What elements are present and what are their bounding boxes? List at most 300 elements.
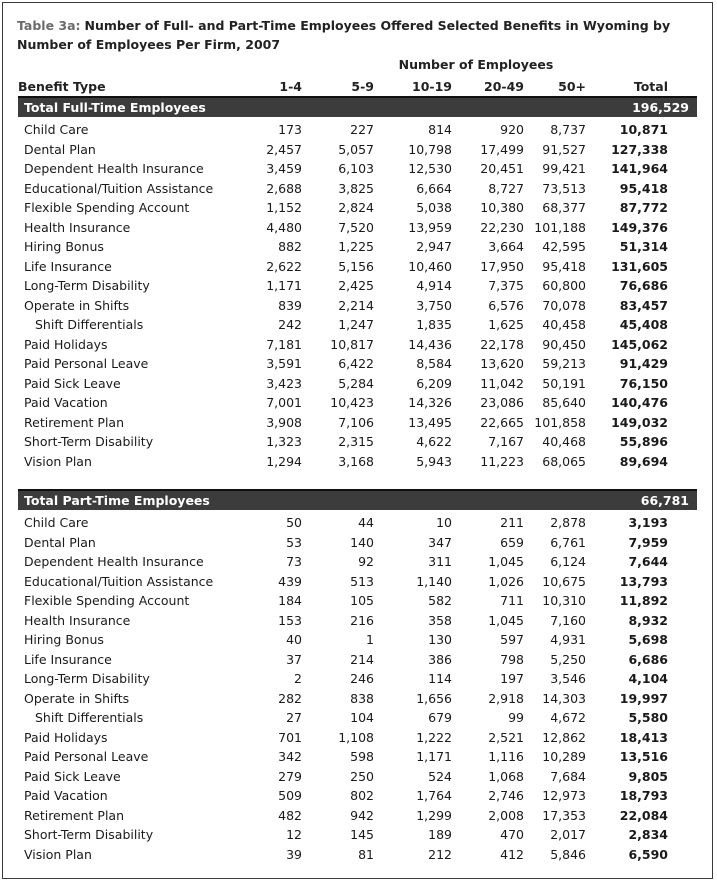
cell-5-9: 216 <box>350 612 374 628</box>
cell-5-9: 5,156 <box>338 258 374 274</box>
cell-50-plus: 91,527 <box>542 141 586 157</box>
benefit-name: Shift Differentials <box>35 317 144 332</box>
benefit-name: Operate in Shifts <box>24 297 130 313</box>
section-total: 66,781 <box>640 493 689 508</box>
benefit-name: Dental Plan <box>24 141 96 157</box>
cell-20-49: 17,499 <box>480 141 524 157</box>
cell-1-4: 2,688 <box>266 180 302 196</box>
cell-10-19: 3,750 <box>416 297 452 313</box>
cell-1-4: 12 <box>286 827 302 842</box>
cell-5-9: 1,247 <box>338 317 374 332</box>
cell-10-19: 386 <box>428 651 452 667</box>
benefit-name: Paid Vacation <box>24 395 108 410</box>
table-row <box>18 825 697 845</box>
table-row <box>18 630 697 650</box>
cell-5-9: 5,057 <box>338 141 374 157</box>
cell-total: 141,964 <box>611 161 668 176</box>
cell-50-plus: 2,017 <box>550 827 586 842</box>
cell-10-19: 189 <box>428 827 452 842</box>
cell-1-4: 37 <box>286 651 302 667</box>
cell-10-19: 1,171 <box>416 749 452 764</box>
cell-20-49: 920 <box>500 122 524 137</box>
cell-20-49: 197 <box>500 671 524 686</box>
cell-20-49: 3,664 <box>488 239 524 254</box>
table-row <box>18 159 697 179</box>
benefit-name: Operate in Shifts <box>24 690 130 706</box>
benefit-name: Paid Personal Leave <box>24 749 149 764</box>
cell-1-4: 3,591 <box>266 356 302 371</box>
benefit-name: Short-Term Disability <box>24 827 154 842</box>
table-row <box>18 806 697 826</box>
cell-50-plus: 17,353 <box>542 807 586 823</box>
cell-1-4: 173 <box>278 122 302 137</box>
cell-1-4: 3,459 <box>266 161 302 176</box>
cell-1-4: 50 <box>286 515 302 530</box>
cell-5-9: 3,825 <box>338 180 374 196</box>
table-title-text: Number of Full- and Part-Time Employees Offered Selected Benefits in Wyoming by Number of Employees Per Firm, 2007 <box>17 18 671 52</box>
cell-1-4: 1,294 <box>266 453 302 469</box>
cell-1-4: 153 <box>278 612 302 628</box>
cell-5-9: 2,315 <box>338 434 374 449</box>
benefit-name: Retirement Plan <box>24 807 124 823</box>
cell-50-plus: 5,846 <box>550 846 586 862</box>
benefit-name: Life Insurance <box>24 258 112 274</box>
cell-50-plus: 10,289 <box>542 749 586 764</box>
cell-20-49: 659 <box>500 534 524 550</box>
cell-1-4: 4,480 <box>266 219 302 235</box>
cell-5-9: 140 <box>350 534 374 550</box>
cell-5-9: 81 <box>358 846 374 862</box>
cell-1-4: 1,171 <box>266 278 302 293</box>
table-row <box>18 354 697 374</box>
benefit-name: Paid Holidays <box>24 729 108 745</box>
cell-total: 8,932 <box>628 612 668 628</box>
cell-20-49: 99 <box>508 710 524 725</box>
cell-1-4: 7,001 <box>266 395 302 410</box>
cell-20-49: 22,665 <box>480 414 524 430</box>
cell-1-4: 2 <box>294 671 302 686</box>
section-banner <box>18 96 697 117</box>
cell-20-49: 711 <box>500 593 524 608</box>
cell-10-19: 14,436 <box>408 336 452 352</box>
benefit-name: Paid Personal Leave <box>24 356 149 371</box>
cell-10-19: 582 <box>428 593 452 608</box>
table-row <box>18 572 697 592</box>
cell-50-plus: 40,468 <box>542 434 586 449</box>
cell-total: 91,429 <box>619 356 668 371</box>
cell-20-49: 211 <box>500 515 524 530</box>
table-row <box>18 767 697 787</box>
column-header-20-49: 20-49 <box>484 79 524 94</box>
cell-1-4: 1,152 <box>266 200 302 215</box>
cell-20-49: 2,008 <box>488 807 524 823</box>
cell-50-plus: 3,546 <box>550 671 586 686</box>
cell-10-19: 1,835 <box>416 317 452 332</box>
cell-1-4: 184 <box>278 593 302 608</box>
cell-20-49: 1,625 <box>488 317 524 332</box>
cell-5-9: 5,284 <box>338 375 374 391</box>
cell-10-19: 6,209 <box>416 375 452 391</box>
cell-20-49: 11,042 <box>480 375 524 391</box>
table-row <box>18 393 697 413</box>
cell-1-4: 482 <box>278 807 302 823</box>
table-row <box>18 413 697 433</box>
section-banner <box>18 489 697 510</box>
benefit-name: Health Insurance <box>24 612 131 628</box>
cell-1-4: 3,908 <box>266 414 302 430</box>
cell-20-49: 798 <box>500 651 524 667</box>
cell-20-49: 13,620 <box>480 356 524 371</box>
cell-10-19: 1,764 <box>416 788 452 803</box>
table-row <box>18 728 697 748</box>
cell-10-19: 130 <box>428 632 452 647</box>
table-row <box>18 198 697 218</box>
cell-20-49: 1,045 <box>488 554 524 569</box>
cell-1-4: 509 <box>278 788 302 803</box>
cell-20-49: 470 <box>500 827 524 842</box>
cell-total: 11,892 <box>619 593 668 608</box>
cell-total: 127,338 <box>611 141 668 157</box>
cell-50-plus: 101,188 <box>534 219 586 235</box>
cell-total: 6,686 <box>628 651 668 667</box>
cell-5-9: 44 <box>358 515 374 530</box>
cell-20-49: 597 <box>500 632 524 647</box>
cell-50-plus: 4,931 <box>550 632 586 647</box>
cell-20-49: 1,026 <box>488 573 524 589</box>
table-row <box>18 747 697 767</box>
cell-5-9: 2,824 <box>338 200 374 215</box>
cell-5-9: 7,106 <box>338 414 374 430</box>
column-header-50-plus: 50+ <box>558 79 586 94</box>
cell-20-49: 2,746 <box>488 788 524 803</box>
cell-20-49: 8,727 <box>488 180 524 196</box>
cell-50-plus: 101,858 <box>534 414 586 430</box>
section-label: Total Full-Time Employees <box>24 100 206 115</box>
cell-50-plus: 40,458 <box>542 317 586 332</box>
cell-50-plus: 60,800 <box>542 278 586 293</box>
cell-total: 51,314 <box>619 239 668 254</box>
cell-50-plus: 12,973 <box>542 788 586 803</box>
cell-1-4: 40 <box>286 632 302 647</box>
cell-20-49: 7,375 <box>488 278 524 293</box>
cell-5-9: 104 <box>350 710 374 725</box>
benefit-name: Paid Sick Leave <box>24 768 121 784</box>
cell-total: 87,772 <box>619 200 668 215</box>
cell-50-plus: 10,675 <box>542 573 586 589</box>
table-row <box>18 374 697 394</box>
table-row <box>18 296 697 316</box>
cell-50-plus: 5,250 <box>550 651 586 667</box>
cell-10-19: 4,622 <box>416 434 452 449</box>
cell-50-plus: 6,761 <box>550 534 586 550</box>
cell-20-49: 2,521 <box>488 729 524 745</box>
table-row <box>18 845 697 865</box>
cell-total: 76,150 <box>619 375 668 391</box>
cell-50-plus: 70,078 <box>542 297 586 313</box>
cell-1-4: 1,323 <box>266 434 302 449</box>
cell-10-19: 13,959 <box>408 219 452 235</box>
benefit-name: Long-Term Disability <box>24 278 150 293</box>
column-header-1-4: 1-4 <box>279 79 302 94</box>
cell-50-plus: 14,303 <box>542 690 586 706</box>
cell-50-plus: 90,450 <box>542 336 586 352</box>
cell-total: 10,871 <box>619 122 668 137</box>
cell-50-plus: 99,421 <box>542 161 586 176</box>
cell-10-19: 8,584 <box>416 356 452 371</box>
cell-1-4: 39 <box>286 846 302 862</box>
cell-5-9: 246 <box>350 671 374 686</box>
cell-5-9: 513 <box>350 573 374 589</box>
cell-10-19: 12,530 <box>408 161 452 176</box>
cell-total: 5,580 <box>628 710 668 725</box>
cell-total: 22,084 <box>619 807 668 823</box>
cell-10-19: 347 <box>428 534 452 550</box>
cell-10-19: 1,140 <box>416 573 452 589</box>
cell-total: 13,793 <box>619 573 668 589</box>
table-row <box>18 120 697 140</box>
table-row <box>18 276 697 296</box>
cell-total: 9,805 <box>628 768 668 784</box>
cell-1-4: 242 <box>278 317 302 332</box>
cell-50-plus: 7,160 <box>550 612 586 628</box>
benefit-name: Long-Term Disability <box>24 671 150 686</box>
benefit-name: Shift Differentials <box>35 710 144 725</box>
cell-5-9: 6,422 <box>338 356 374 371</box>
cell-1-4: 27 <box>286 710 302 725</box>
benefit-name: Child Care <box>24 515 89 530</box>
cell-total: 7,959 <box>628 534 668 550</box>
cell-20-49: 1,068 <box>488 768 524 784</box>
cell-1-4: 882 <box>278 239 302 254</box>
cell-total: 5,698 <box>628 632 668 647</box>
table-row <box>18 533 697 553</box>
cell-20-49: 1,116 <box>488 749 524 764</box>
section-total: 196,529 <box>632 100 689 115</box>
cell-5-9: 1,225 <box>338 239 374 254</box>
cell-50-plus: 8,737 <box>550 122 586 137</box>
cell-20-49: 6,576 <box>488 297 524 313</box>
benefit-name: Hiring Bonus <box>24 239 104 254</box>
cell-1-4: 73 <box>286 554 302 569</box>
cell-20-49: 2,918 <box>488 690 524 706</box>
cell-5-9: 7,520 <box>338 219 374 235</box>
cell-total: 6,590 <box>628 846 668 862</box>
cell-total: 83,457 <box>619 297 668 313</box>
table-title-label: Table 3a: <box>17 18 81 33</box>
column-header-5-9: 5-9 <box>351 79 374 94</box>
cell-10-19: 358 <box>428 612 452 628</box>
cell-10-19: 114 <box>428 671 452 686</box>
cell-5-9: 145 <box>350 827 374 842</box>
cell-5-9: 3,168 <box>338 453 374 469</box>
cell-total: 45,408 <box>619 317 668 332</box>
benefit-name: Dental Plan <box>24 534 96 550</box>
benefit-name: Educational/Tuition Assistance <box>24 180 214 196</box>
table-row <box>18 315 697 335</box>
table-row <box>18 669 697 689</box>
table-row <box>18 452 697 472</box>
cell-5-9: 942 <box>350 807 374 823</box>
cell-total: 131,605 <box>611 258 668 274</box>
cell-total: 7,644 <box>628 554 668 569</box>
cell-5-9: 10,817 <box>330 336 374 352</box>
benefit-name: Short-Term Disability <box>24 434 154 449</box>
benefit-name: Flexible Spending Account <box>24 200 190 215</box>
benefit-name: Paid Holidays <box>24 336 108 352</box>
cell-50-plus: 85,640 <box>542 395 586 410</box>
column-group-header: Number of Employees <box>398 57 554 72</box>
table-row <box>18 689 697 709</box>
table-row <box>18 513 697 533</box>
cell-5-9: 802 <box>350 788 374 803</box>
cell-10-19: 2,947 <box>416 239 452 254</box>
cell-10-19: 1,656 <box>416 690 452 706</box>
cell-1-4: 2,622 <box>266 258 302 274</box>
cell-50-plus: 7,684 <box>550 768 586 784</box>
cell-20-49: 7,167 <box>488 434 524 449</box>
cell-50-plus: 68,065 <box>542 453 586 469</box>
cell-10-19: 14,326 <box>408 395 452 410</box>
cell-10-19: 814 <box>428 122 452 137</box>
cell-total: 76,686 <box>619 278 668 293</box>
cell-total: 95,418 <box>619 180 668 196</box>
benefit-name: Dependent Health Insurance <box>24 161 204 176</box>
cell-5-9: 250 <box>350 768 374 784</box>
cell-5-9: 6,103 <box>338 161 374 176</box>
cell-1-4: 53 <box>286 534 302 550</box>
cell-10-19: 5,943 <box>416 453 452 469</box>
benefit-name: Retirement Plan <box>24 414 124 430</box>
cell-total: 3,193 <box>628 515 668 530</box>
table-row <box>18 179 697 199</box>
cell-50-plus: 12,862 <box>542 729 586 745</box>
cell-10-19: 10 <box>436 515 452 530</box>
cell-1-4: 282 <box>278 690 302 706</box>
cell-5-9: 2,214 <box>338 297 374 313</box>
cell-50-plus: 59,213 <box>542 356 586 371</box>
cell-20-49: 23,086 <box>480 395 524 410</box>
cell-total: 2,834 <box>628 827 668 842</box>
cell-50-plus: 2,878 <box>550 515 586 530</box>
cell-5-9: 1,108 <box>338 729 374 745</box>
cell-total: 55,896 <box>619 434 668 449</box>
cell-50-plus: 68,377 <box>542 200 586 215</box>
cell-1-4: 2,457 <box>266 141 302 157</box>
cell-20-49: 1,045 <box>488 612 524 628</box>
cell-10-19: 212 <box>428 846 452 862</box>
benefit-name: Hiring Bonus <box>24 632 104 647</box>
table-row <box>18 591 697 611</box>
table-title <box>17 16 697 54</box>
cell-1-4: 439 <box>278 573 302 589</box>
cell-50-plus: 6,124 <box>550 554 586 569</box>
cell-10-19: 524 <box>428 768 452 784</box>
cell-20-49: 10,380 <box>480 200 524 215</box>
cell-50-plus: 73,513 <box>542 180 586 196</box>
cell-1-4: 342 <box>278 749 302 764</box>
cell-20-49: 17,950 <box>480 258 524 274</box>
table-row <box>18 611 697 631</box>
column-header-benefit-type: Benefit Type <box>18 79 106 94</box>
cell-10-19: 4,914 <box>416 278 452 293</box>
cell-total: 140,476 <box>611 395 668 410</box>
cell-10-19: 5,038 <box>416 200 452 215</box>
cell-20-49: 22,178 <box>480 336 524 352</box>
cell-20-49: 20,451 <box>480 161 524 176</box>
cell-10-19: 1,222 <box>416 729 452 745</box>
table-row <box>18 237 697 257</box>
benefit-name: Paid Vacation <box>24 788 108 803</box>
cell-total: 4,104 <box>628 671 668 686</box>
benefit-name: Child Care <box>24 122 89 137</box>
benefit-name: Educational/Tuition Assistance <box>24 573 214 589</box>
benefit-name: Vision Plan <box>24 846 92 862</box>
cell-5-9: 1 <box>366 632 374 647</box>
table-row <box>18 140 697 160</box>
cell-total: 18,413 <box>619 729 668 745</box>
cell-10-19: 10,798 <box>408 141 452 157</box>
benefit-name: Health Insurance <box>24 219 131 235</box>
cell-50-plus: 95,418 <box>542 258 586 274</box>
cell-1-4: 7,181 <box>266 336 302 352</box>
section-label: Total Part-Time Employees <box>24 493 210 508</box>
cell-5-9: 227 <box>350 122 374 137</box>
cell-5-9: 838 <box>350 690 374 706</box>
cell-20-49: 412 <box>500 846 524 862</box>
cell-50-plus: 10,310 <box>542 593 586 608</box>
cell-total: 89,694 <box>619 453 668 469</box>
benefit-name: Vision Plan <box>24 453 92 469</box>
cell-1-4: 701 <box>278 729 302 745</box>
cell-total: 18,793 <box>619 788 668 803</box>
table-row <box>18 218 697 238</box>
column-header-total: Total <box>633 79 668 94</box>
table-row <box>18 552 697 572</box>
cell-10-19: 1,299 <box>416 807 452 823</box>
cell-total: 149,032 <box>611 414 668 430</box>
table-row <box>18 650 697 670</box>
benefit-name: Life Insurance <box>24 651 112 667</box>
cell-10-19: 6,664 <box>416 180 452 196</box>
cell-5-9: 10,423 <box>330 395 374 410</box>
cell-10-19: 679 <box>428 710 452 725</box>
table-row <box>18 708 697 728</box>
benefit-name: Flexible Spending Account <box>24 593 190 608</box>
cell-5-9: 105 <box>350 593 374 608</box>
benefit-name: Dependent Health Insurance <box>24 554 204 569</box>
table-row <box>18 786 697 806</box>
table-row <box>18 257 697 277</box>
cell-50-plus: 42,595 <box>542 239 586 254</box>
cell-50-plus: 50,191 <box>542 375 586 391</box>
cell-5-9: 598 <box>350 749 374 764</box>
cell-5-9: 214 <box>350 651 374 667</box>
cell-1-4: 839 <box>278 297 302 313</box>
cell-10-19: 13,495 <box>408 414 452 430</box>
cell-total: 149,376 <box>611 219 668 235</box>
cell-10-19: 10,460 <box>408 258 452 274</box>
cell-1-4: 279 <box>278 768 302 784</box>
cell-50-plus: 4,672 <box>550 710 586 725</box>
benefit-name: Paid Sick Leave <box>24 375 121 391</box>
cell-total: 13,516 <box>619 749 668 764</box>
cell-1-4: 3,423 <box>266 375 302 391</box>
table-row <box>18 432 697 452</box>
table-row <box>18 335 697 355</box>
cell-20-49: 11,223 <box>480 453 524 469</box>
cell-5-9: 92 <box>358 554 374 569</box>
cell-5-9: 2,425 <box>338 278 374 293</box>
